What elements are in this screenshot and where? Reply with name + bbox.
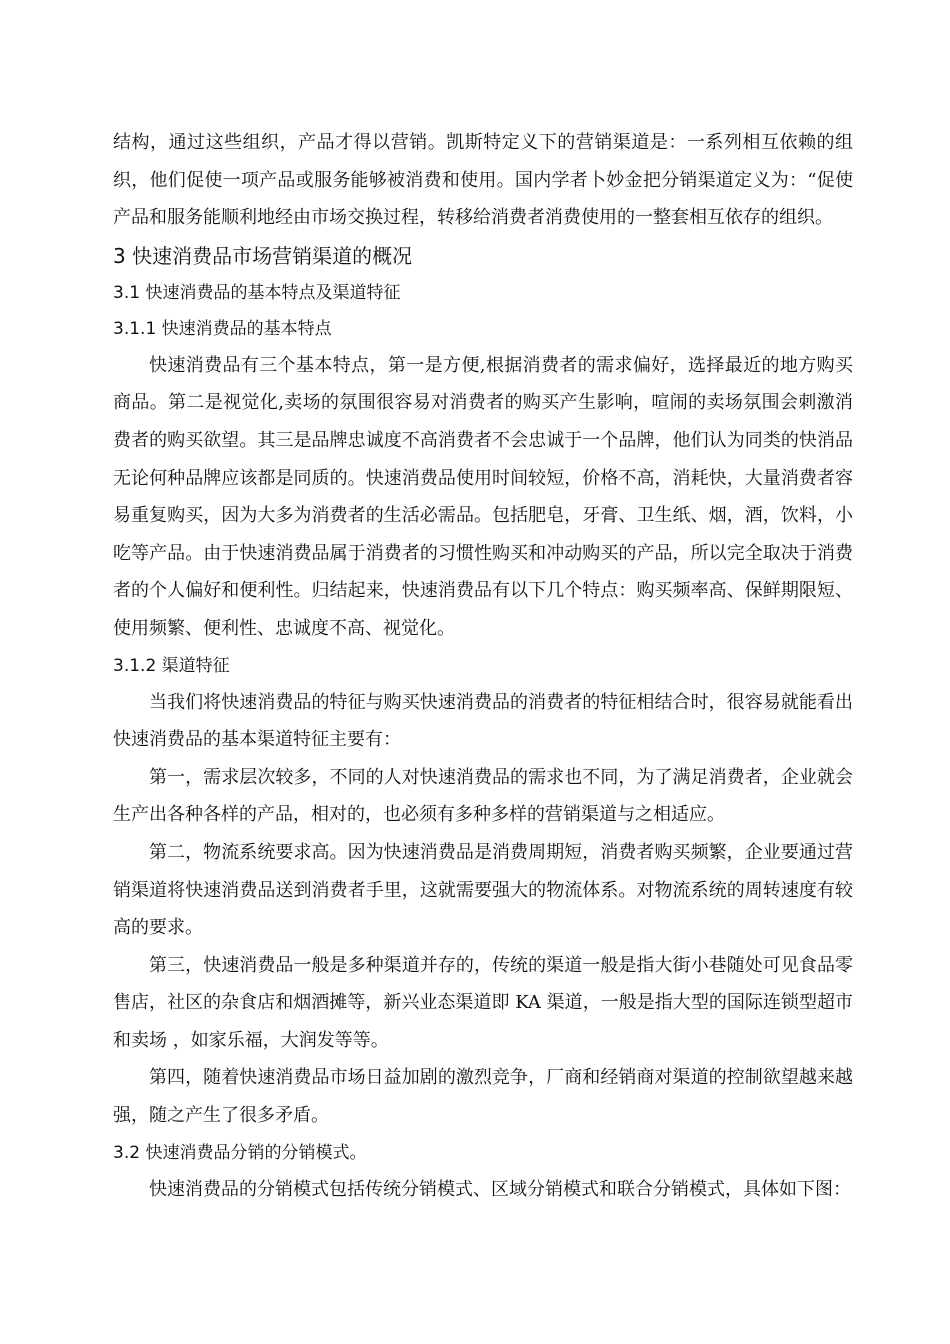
feature-4-paragraph: 第四，随着快速消费品市场日益加剧的激烈竞争，厂商和经销商对渠道的控制欲望越来越强，随之产生了很多矛盾。 (113, 1067, 853, 1127)
document-body (113, 124, 853, 1208)
section-3-2-paragraph: 快速消费品的分销模式包括传统分销模式、区域分销模式和联合分销模式，具体如下图： (149, 1178, 851, 1200)
section-3-1-2-heading: 3.1.2 渠道特征 (113, 655, 230, 676)
feature-2-paragraph: 第二，物流系统要求高。因为快速消费品是消费周期短，消费者购买频繁，企业要通过营销渠道将快速消费品送到消费者手里，这就需要强大的物流体系。对物流系统的周转速度有较高的要求。 (113, 841, 853, 939)
section-3-1-1-heading: 3.1.1 快速消费品的基本特点 (113, 318, 332, 339)
section-3-1-1-paragraph: 快速消费品有三个基本特点，第一是方便,根据消费者的需求偏好，选择最近的地方购买商品。第二是视觉化,卖场的氛围很容易对消费者的购买产生影响，喧闹的卖场氛围会刺激消费者的购买欲望。其三是品牌忠诚度不高消费者不会忠诚于一个品牌，他们认为同类的快消品无论何种品牌应该都是同质的。快速消费品使用时间较短，价格不高，消耗快，大量消费者容易重复购买，因为大多为消费者的生活必需品。包括肥皂，牙膏、卫生纸、烟，酒，饮料，小吃等产品。由于快速消费品属于消费者的习惯性购买和冲动购买的产品，所以完全取决于消费者的个人偏好和便利性。归结起来，快速消费品有以下几个特点：购买频率高、保鲜期限短、使用频繁、便利性、忠诚度不高、视觉化。 (113, 354, 853, 639)
intro-paragraph: 结构，通过这些组织，产品才得以营销。凯斯特定义下的营销渠道是：一系列相互依赖的组织，他们促使一项产品或服务能够被消费和使用。国内学者卜妙金把分销渠道定义为：“促使产品和服务能顺利地经由市场交换过程，转移给消费者消费使用的一整套相互依存的组织。 (113, 132, 853, 229)
section-3-2-heading: 3.2 快速消费品分销的分销模式。 (113, 1142, 367, 1163)
section-3-1-heading: 3.1 快速消费品的基本特点及渠道特征 (113, 282, 401, 303)
feature-3-paragraph: 第三，快速消费品一般是多种渠道并存的，传统的渠道一般是指大街小巷随处可见食品零售店，社区的杂食店和烟酒摊等，新兴业态渠道即 KA 渠道，一般是指大型的国际连锁型超市和卖场 ，如家乐福，大润发等等。 (113, 954, 853, 1051)
feature-1-paragraph: 第一，需求层次较多，不同的人对快速消费品的需求也不同，为了满足消费者，企业就会生产出各种各样的产品，相对的，也必须有多种多样的营销渠道与之相适应。 (113, 766, 853, 826)
section-3-1-2-intro: 当我们将快速消费品的特征与购买快速消费品的消费者的特征相结合时，很容易就能看出快速消费品的基本渠道特征主要有： (113, 691, 853, 751)
section-3-heading: 3 快速消费品市场营销渠道的概况 (113, 243, 413, 268)
